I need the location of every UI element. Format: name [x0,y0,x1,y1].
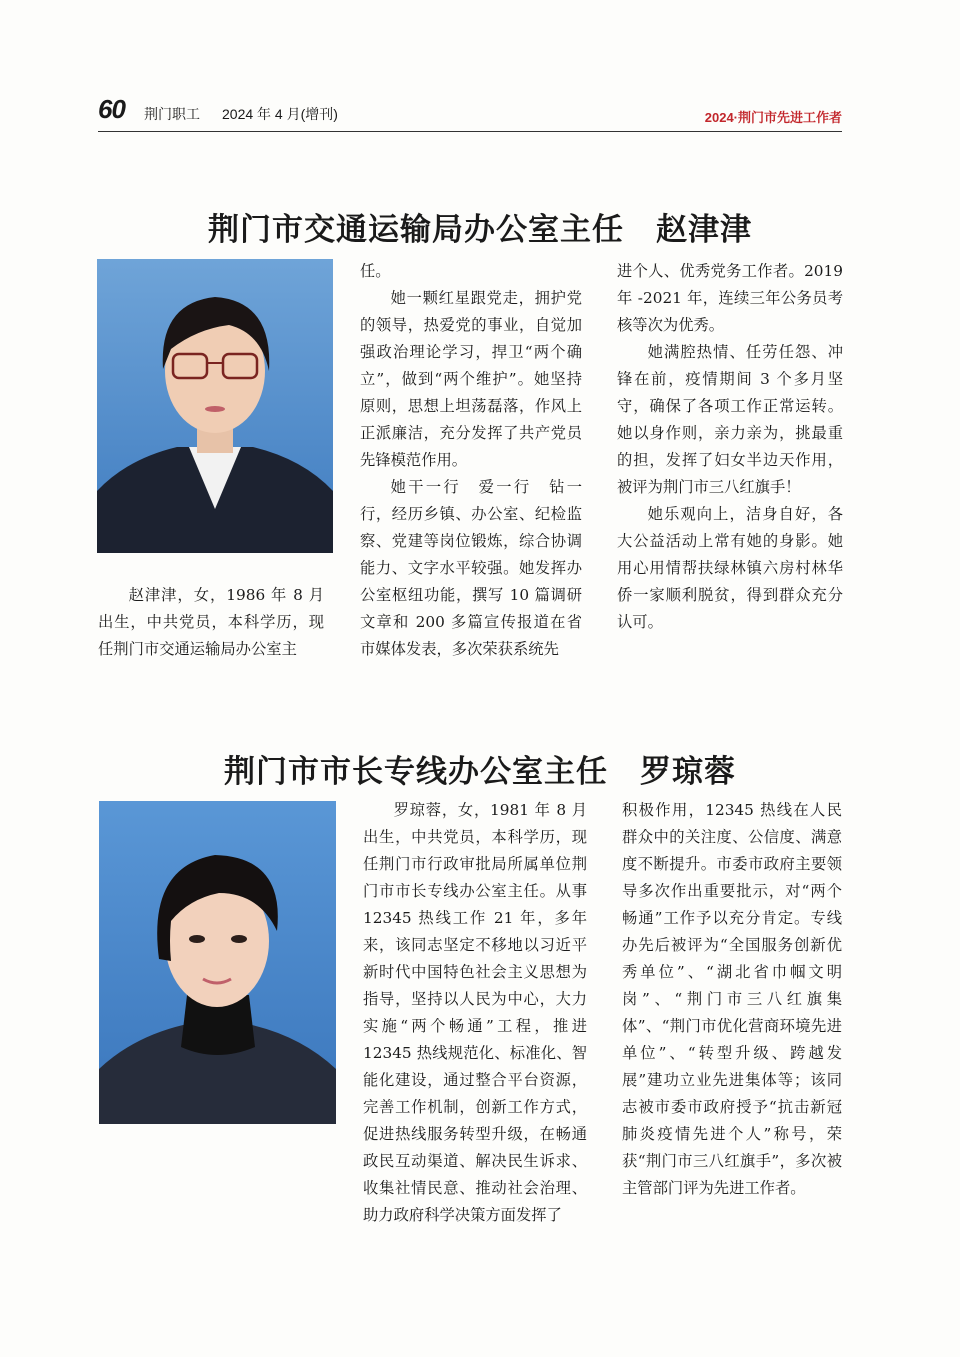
portrait-photo-icon [99,801,336,1124]
issue-date: 2024 年 4 月(增刊) [222,106,338,122]
profile-title: 荆门市市长专线办公室主任 罗琼蓉 [224,754,736,790]
portrait-photo-icon [97,259,333,553]
caption-text: 赵津津，女，1986 年 8 月出生，中共党员，本科学历，现任荆门市交通运输局办公室主 [98,586,324,658]
paragraph: 积极作用，12345 热线在人民群众中的关注度、公信度、满意度不断提升。市委市政府主要领导多次作出重要批示，对“两个畅通”工作予以充分肯定。专线办先后被评为“全国服务创新优秀单位”、“湖北省巾帼文明岗”、“荆门市三八红旗集体”、“荆门市优化营商环境先进单位”、“转型升级、跨越发展”建功立业先进集体等；该同志被市委市政府授予“抗击新冠肺炎疫情先进个人”称号，荣获“荆门市三八红旗手”，多次被主管部门评为先进工作者。 [622,801,842,1197]
profile-column-1 [363,797,587,1229]
paragraph: 她乐观向上，洁身自好，各大公益活动上常有她的身影。她用心用情帮扶绿林镇六房村林华侨一家顺利脱贫，得到群众充分认可。 [617,505,843,631]
header-rule [98,131,842,132]
profile-column-1 [360,258,582,663]
page-header [98,94,842,134]
paragraph: 她满腔热情、任劳任怨、冲锋在前，疫情期间 3 个多月坚守，确保了各项工作正常运转。她以身作则，亲力亲为，挑最重的担，发挥了妇女半边天作用，被评为荆门市三八红旗手！ [617,343,843,496]
paragraph: 任。 [360,262,391,280]
profile-column-2 [617,258,843,636]
paragraph: 进个人、优秀党务工作者。2019 年 -2021 年，连续三年公务员考核等次为优秀。 [617,262,843,334]
profile-title: 荆门市交通运输局办公室主任 赵津津 [208,212,752,248]
paragraph: 她干一行 爱一行 钻一行，经历乡镇、办公室、纪检监察、党建等岗位锻炼，综合协调能力、文字水平较强。她发挥办公室枢纽功能，撰写 10 篇调研文章和 200 多篇宣传报道在省市媒体发表，多次荣获系统先 [360,478,582,658]
paragraph: 罗琼蓉，女，1981 年 8 月出生，中共党员，本科学历，现任荆门市行政审批局所属单位荆门市市长专线办公室主任。从事 12345 热线工作 21 年，多年来，该同志坚定不移地以习近平新时代中国特色社会主义思想为指导，坚持以人民为中心，大力实施“两个畅通”工程，推进 12345 热线规范化、标准化、智能化建设，通过整合平台资源，完善工作机制，创新工作方式，促进热线服务转型升级，在畅通政民互动渠道、解决民生诉求、收集社情民意、推动社会治理、助力政府科学决策方面发挥了 [363,801,587,1224]
profile-caption [98,582,324,663]
page-number: 60 [98,94,125,124]
paragraph: 她一颗红星跟党走，拥护党的领导，热爱党的事业，自觉加强政治理论学习，捍卫“两个确立”，做到“两个维护”。她坚持原则，思想上坦荡磊落，作风上正派廉洁，充分发挥了共产党员先锋模范作用。 [360,289,582,469]
section-title: 2024·荆门市先进工作者 [704,110,842,125]
magazine-name: 荆门职工 [144,106,200,122]
profile-column-2 [622,797,842,1202]
